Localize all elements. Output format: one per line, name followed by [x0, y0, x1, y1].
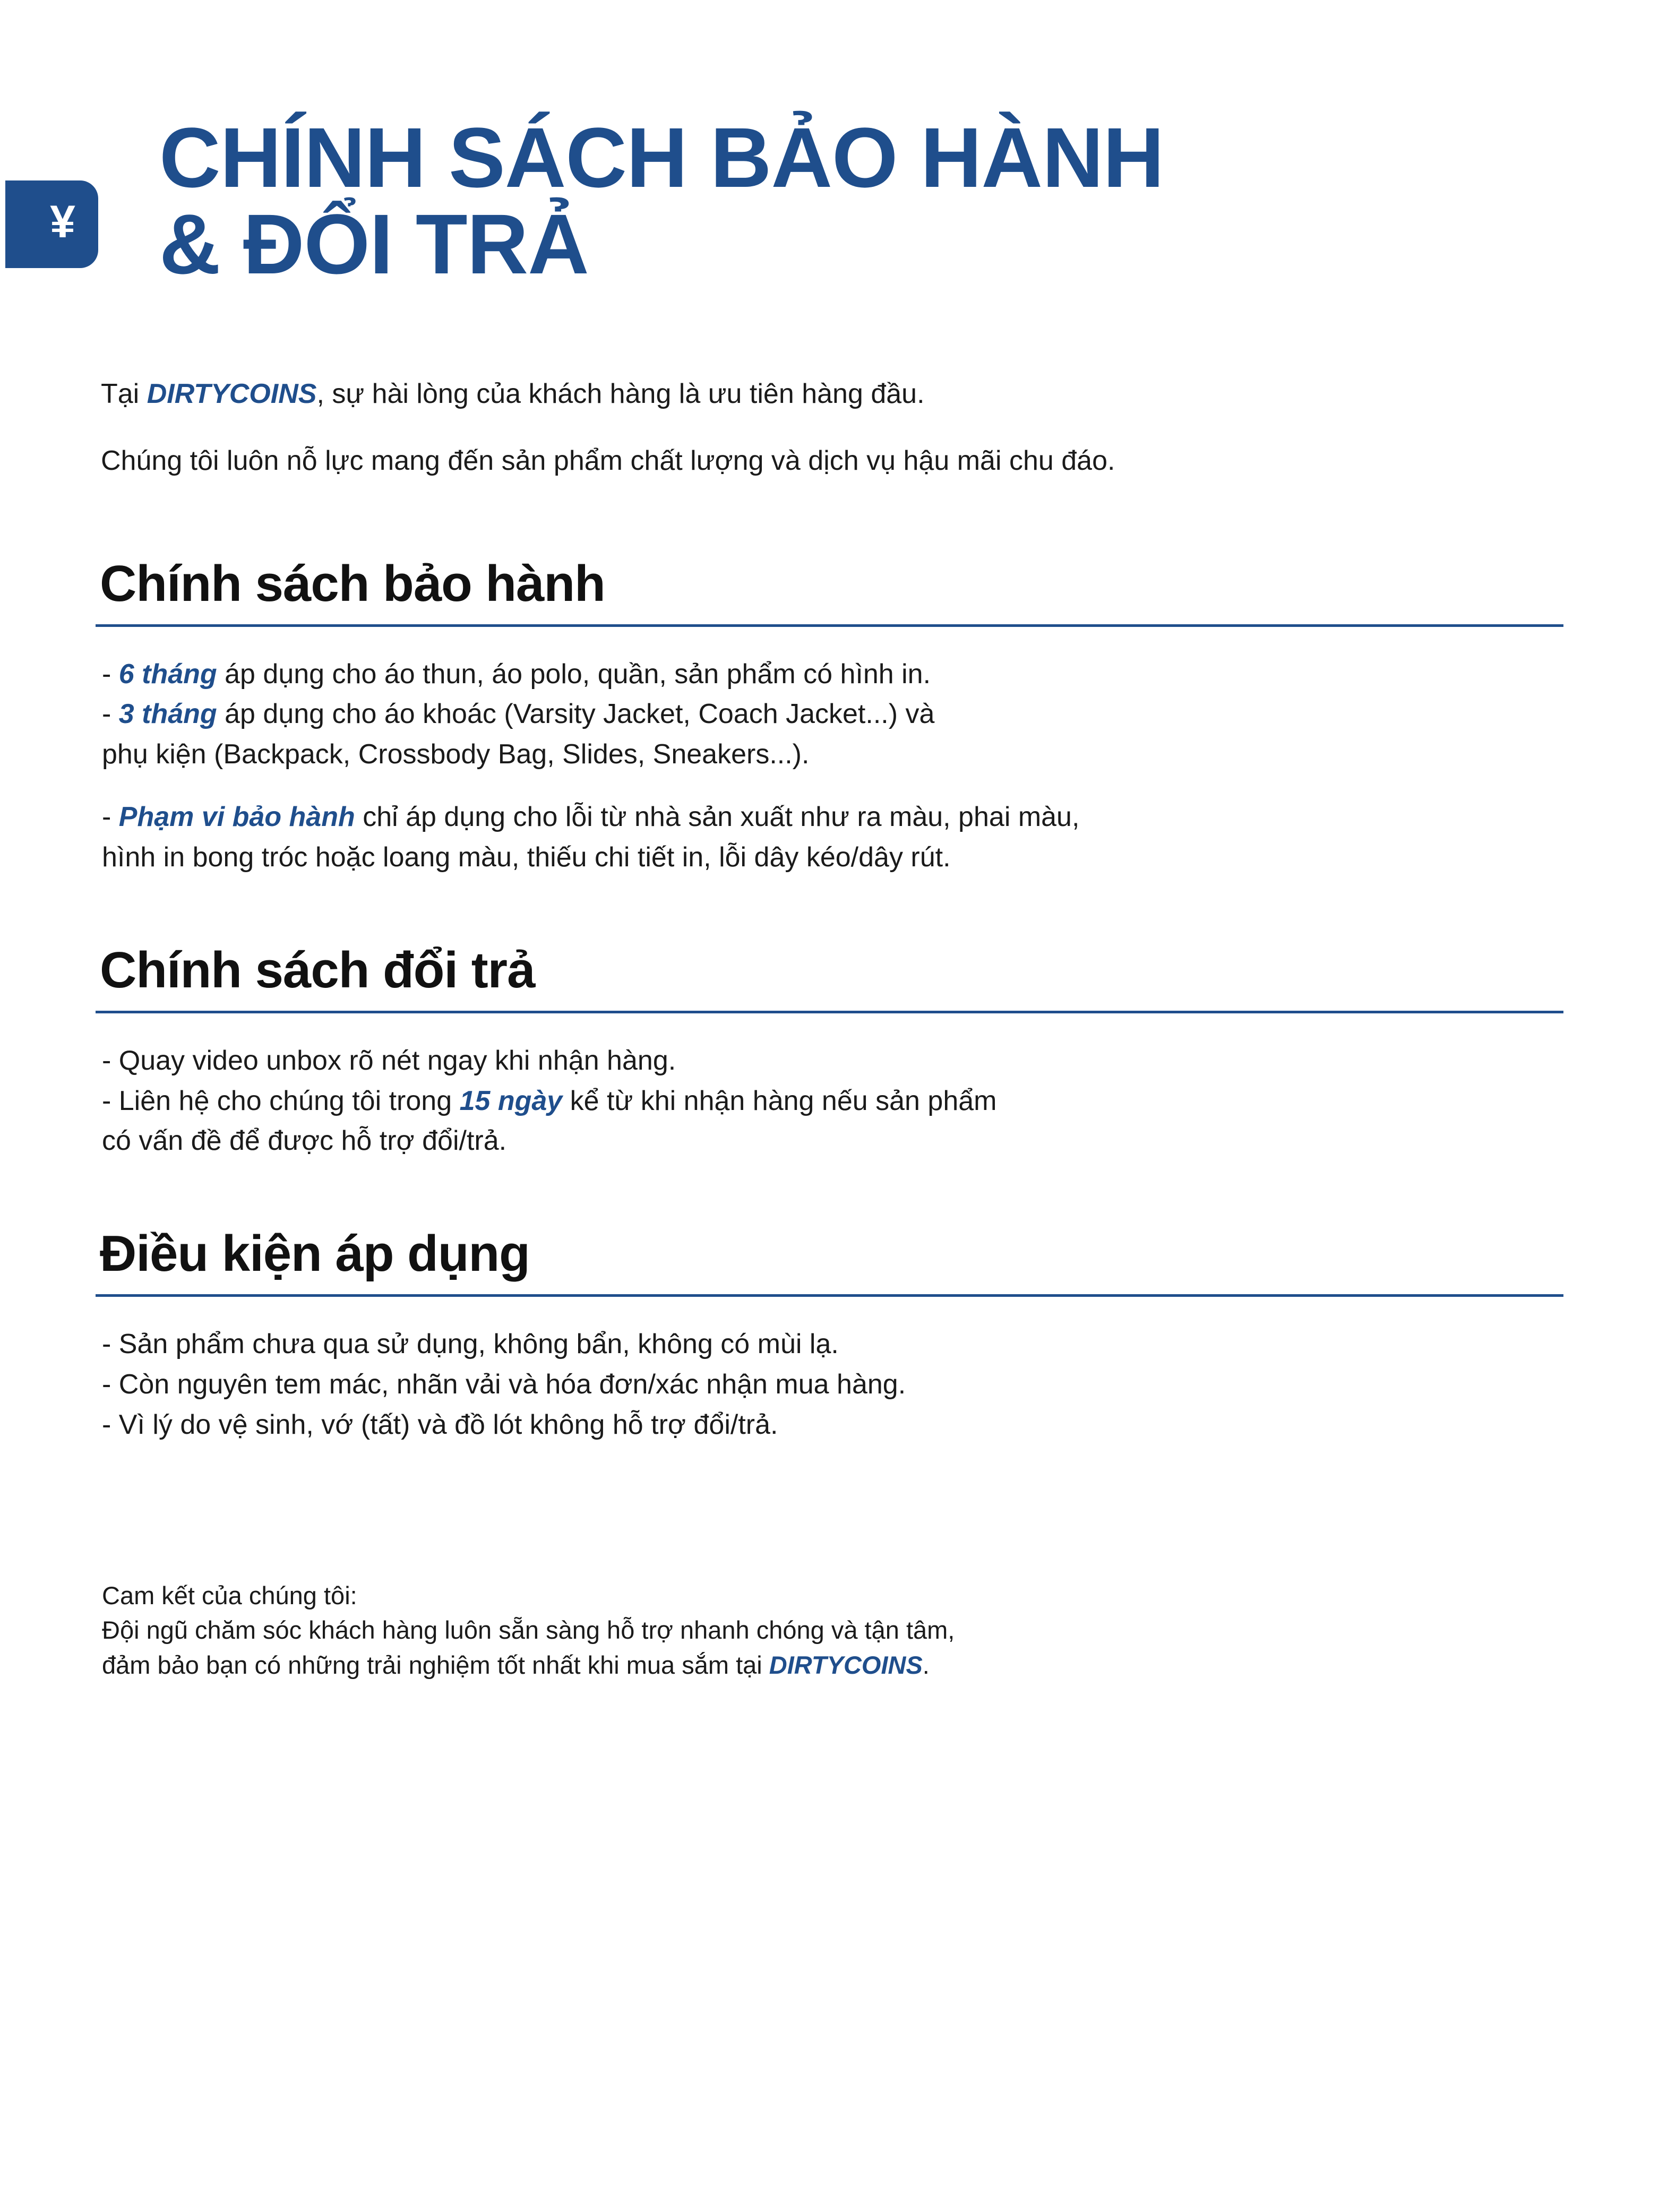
line-prefix: - [102, 1045, 119, 1076]
body-line [102, 735, 1563, 775]
footer-line-1: Cam kết của chúng tôi: [102, 1581, 357, 1609]
yen-coin-icon [5, 180, 98, 268]
body-line [102, 838, 1563, 878]
document-header [50, 0, 1563, 292]
line-rest: Sản phẩm chưa qua sử dụng, không bẩn, không có mùi lạ. [118, 1328, 839, 1359]
intro-prefix: Tại [101, 378, 147, 410]
body-line [102, 1324, 1563, 1365]
page-title [96, 110, 1563, 292]
line-prefix: - [102, 1409, 119, 1440]
body-line [102, 694, 1563, 735]
section-exchange-policy [96, 942, 1563, 1161]
brand-name: DIRTYCOINS [147, 378, 317, 410]
line-highlight: 6 tháng [118, 658, 217, 690]
svg-text:¥: ¥ [50, 199, 75, 247]
section-divider [96, 624, 1563, 627]
footer-line-3 [102, 1648, 1563, 1683]
line-prefix: - [102, 658, 119, 690]
section-body [96, 1324, 1563, 1445]
body-line [102, 1041, 1563, 1081]
line-prefix: - [102, 699, 119, 730]
line-prefix: - [102, 1328, 119, 1359]
line-prefix: - [102, 1368, 119, 1400]
page-title-line1: CHÍNH SÁCH BẢO HÀNH [159, 110, 1164, 205]
section-body [96, 655, 1563, 879]
page-title-line2: & ĐỔI TRẢ [159, 196, 589, 292]
body-line [102, 1121, 1563, 1161]
line-rest: chỉ áp dụng cho lỗi từ nhà sản xuất như ra màu, phai màu, [355, 802, 1080, 833]
commitment-footer [96, 1578, 1563, 1683]
section-heading: Điều kiện áp dụng [100, 1225, 530, 1283]
line-prefix: - [102, 802, 119, 833]
body-line [102, 1365, 1563, 1405]
section-heading: Chính sách đổi trả [100, 942, 535, 999]
line-prefix: - Liên hệ cho chúng tôi trong [102, 1085, 460, 1116]
section-warranty-policy [96, 555, 1563, 878]
body-line [102, 1405, 1563, 1445]
brand-name: DIRTYCOINS [769, 1651, 923, 1680]
intro-line-1 [101, 375, 1563, 414]
body-line [102, 797, 1563, 838]
line-highlight: 3 tháng [118, 699, 217, 730]
section-divider [96, 1011, 1563, 1013]
footer-suffix: . [922, 1651, 930, 1680]
body-line [102, 655, 1563, 695]
line-rest: áp dụng cho áo khoác (Varsity Jacket, Coach Jacket...) và [217, 699, 935, 730]
line-rest: hình in bong tróc hoặc loang màu, thiếu chi tiết in, lỗi dây kéo/dây rút. [102, 842, 951, 873]
line-rest: áp dụng cho áo thun, áo polo, quần, sản phẩm có hình in. [217, 658, 931, 690]
line-highlight: 15 ngày [459, 1085, 563, 1116]
section-conditions [96, 1225, 1563, 1445]
line-rest: kể từ khi nhận hàng nếu sản phẩm [562, 1085, 997, 1116]
footer-line-2: Đội ngũ chăm sóc khách hàng luôn sẵn sàng hỗ trợ nhanh chóng và tận tâm, [102, 1616, 955, 1645]
footer-prefix: đảm bảo bạn có những trải nghiệm tốt nhất khi mua sắm tại [102, 1651, 769, 1680]
intro-suffix: , sự hài lòng của khách hàng là ưu tiên hàng đầu. [316, 378, 925, 410]
intro-line-2: Chúng tôi luôn nỗ lực mang đến sản phẩm chất lượng và dịch vụ hậu mãi chu đáo. [101, 445, 1115, 477]
intro-paragraph [96, 375, 1563, 481]
section-body [96, 1041, 1563, 1162]
body-line [102, 1081, 1563, 1122]
line-rest: có vấn đề để được hỗ trợ đổi/trả. [102, 1125, 507, 1157]
line-rest: Vì lý do vệ sinh, vớ (tất) và đồ lót không hỗ trợ đổi/trả. [118, 1409, 778, 1440]
line-rest: Quay video unbox rõ nét ngay khi nhận hàng. [118, 1045, 676, 1076]
section-heading: Chính sách bảo hành [100, 555, 605, 613]
section-divider [96, 1294, 1563, 1297]
line-rest: phụ kiện (Backpack, Crossbody Bag, Slides, Sneakers...). [102, 739, 810, 770]
line-highlight: Phạm vi bảo hành [118, 802, 355, 833]
line-rest: Còn nguyên tem mác, nhãn vải và hóa đơn/xác nhận mua hàng. [118, 1368, 906, 1400]
